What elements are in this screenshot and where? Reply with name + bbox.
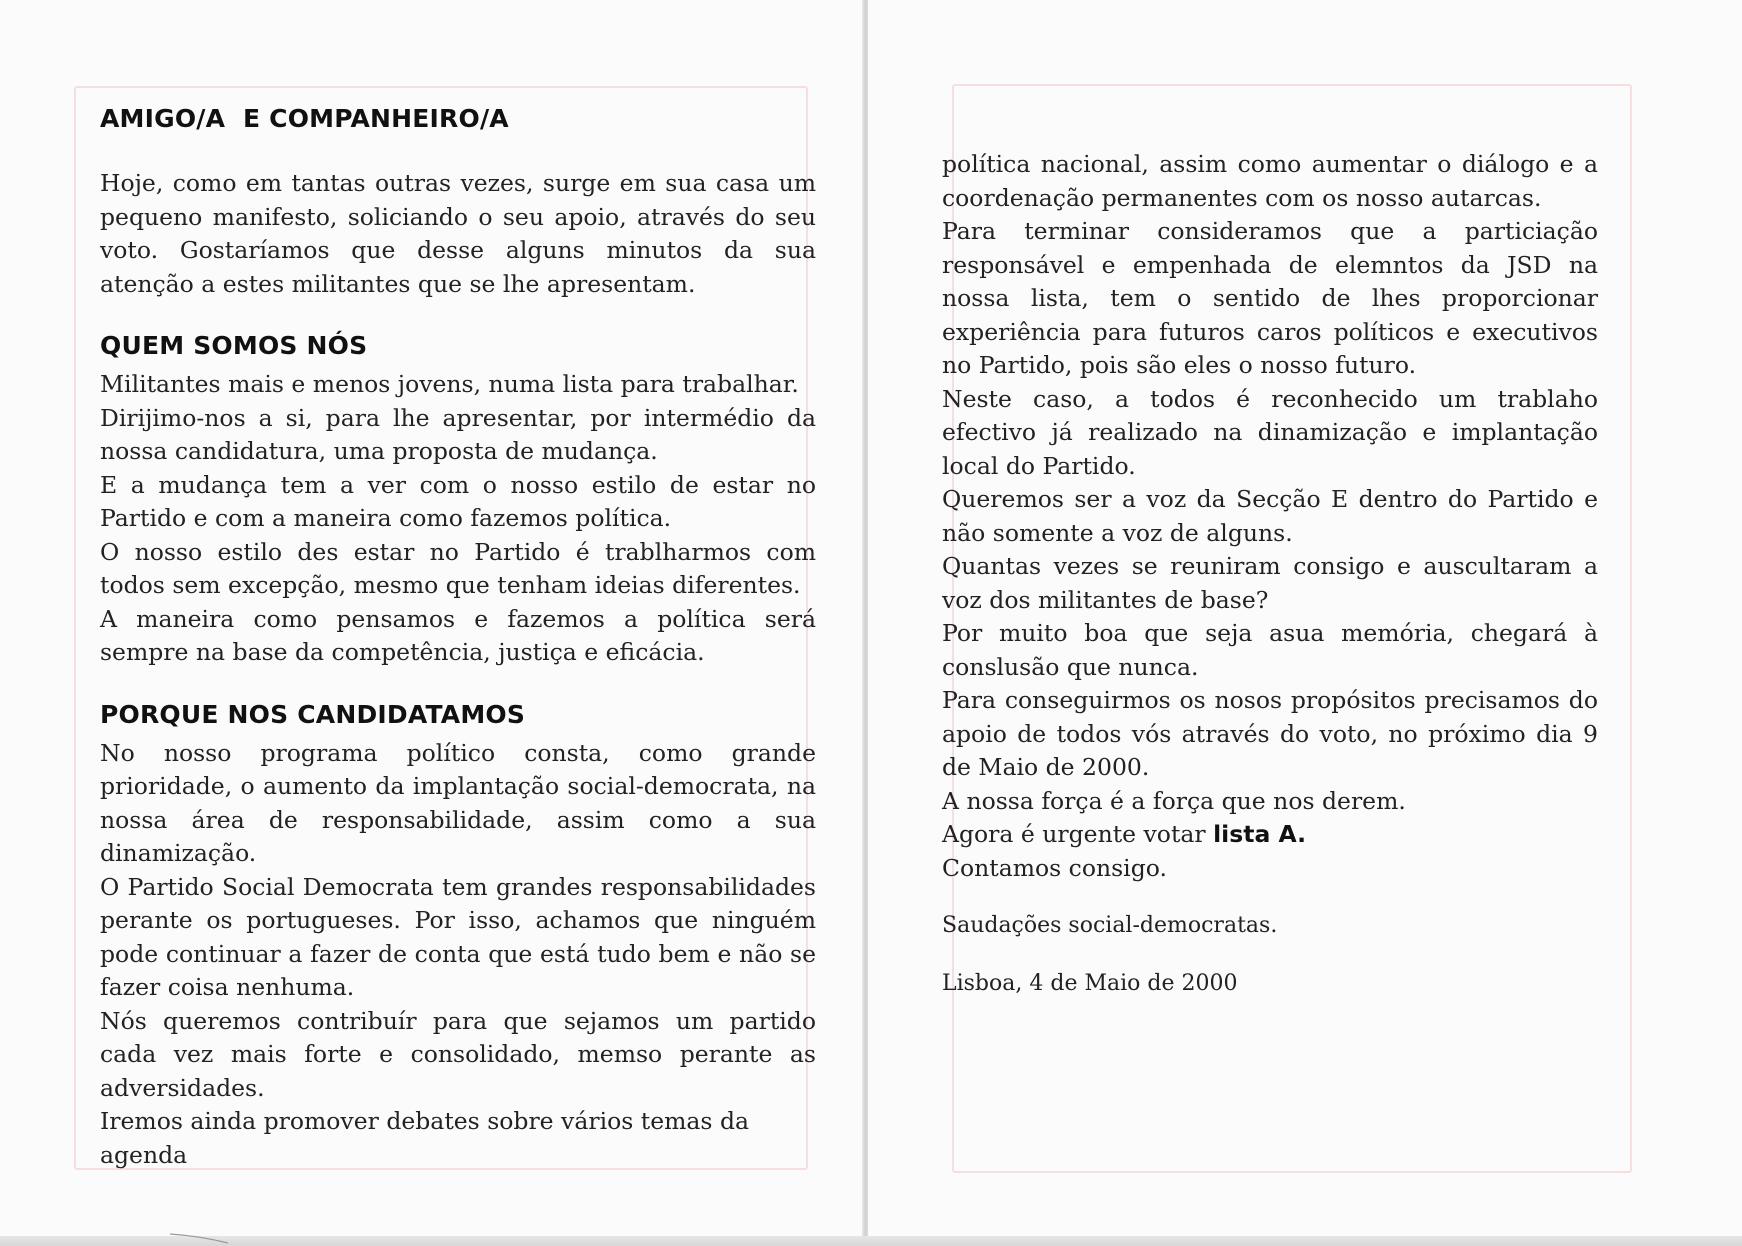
vote-prefix: Agora é urgente votar xyxy=(942,820,1214,848)
right-page-content xyxy=(942,148,1598,1000)
closing-line: Contamos consigo. xyxy=(942,853,1167,882)
left-page xyxy=(0,0,864,1246)
section-quem-somos xyxy=(100,368,816,670)
paragraph: Neste caso, a todos é reconhecido um trablaho efectivo já realizado na dinamização e implantação local do Partido. xyxy=(942,384,1598,480)
section-title-quem-somos: QUEM SOMOS NÓS xyxy=(100,331,368,360)
salutation: Saudações social-democratas. xyxy=(942,913,1278,938)
paragraph: A maneira como pensamos e fazemos a política será sempre na base da competência, justiça e eficácia. xyxy=(100,604,816,666)
vote-list-name: lista A. xyxy=(1213,820,1307,848)
section-title-porque: PORQUE NOS CANDIDATAMOS xyxy=(100,699,526,729)
vote-call xyxy=(942,818,1598,852)
section-porque xyxy=(100,737,816,1173)
paragraph: Para conseguirmos os nosos propósitos precisamos do apoio de todos vós através do voto, no próximo dia 9 de Maio de 2000. xyxy=(942,686,1598,781)
paragraph: Queremos ser a voz da Secção E dentro do Partido e não somente a voz de alguns. xyxy=(942,485,1598,547)
greeting-heading: AMIGO/A E COMPANHEIRO/A xyxy=(100,104,509,133)
paragraph: E a mudança tem a ver com o nosso estilo de estar no Partido e com a maneira como fazemos política. xyxy=(100,470,816,532)
paragraph: O nosso estilo des estar no Partido é trablharmos com todos sem excepção, mesmo que tenham ideias diferentes. xyxy=(100,537,816,599)
paragraph: No nosso programa político consta, como grande prioridade, o aumento da implantação social-democrata, na nossa área de responsabilidade, assim como a sua dinamização. xyxy=(100,738,816,867)
paragraph: Quantas vezes se reuniram consigo e auscultaram a voz dos militantes de base? xyxy=(942,552,1598,614)
scan-bottom-edge xyxy=(0,1236,1742,1246)
paper-crease-mark xyxy=(170,1232,230,1244)
paragraph: A nossa força é a força que nos derem. xyxy=(942,786,1406,815)
paragraph: O Partido Social Democrata tem grandes responsabilidades perante os portugueses. Por isso, achamos que ninguém pode continuar a fazer de conta que está tudo bem e não se fazer coisa nenhuma. xyxy=(100,872,816,1001)
paragraph: política nacional, assim como aumentar o diálogo e a coordenação permanentes com os nosso autarcas. xyxy=(942,150,1598,212)
paragraph: Nós queremos contribuír para que sejamos um partido cada vez mais forte e consolidado, memso perante as adversidades. xyxy=(100,1006,816,1102)
paragraph: Iremos ainda promover debates sobre vários temas da agenda xyxy=(100,1107,750,1169)
place-date: Lisboa, 4 de Maio de 2000 xyxy=(942,970,1238,996)
intro-paragraph: Hoje, como em tantas outras vezes, surge em sua casa um pequeno manifesto, soliciando o seu apoio, através do seu voto. Gostaríamos que desse alguns minutos da sua atenção a estes militantes que se lhe apresentam. xyxy=(100,169,816,298)
paragraph: Por muito boa que seja asua memória, chegará à conslusão que nunca. xyxy=(942,619,1598,681)
paragraph: Para terminar consideramos que a particiação responsável e empenhada de elemntos da JSD na nossa lista, tem o sentido de lhes proporcionar experiência para futuros caros políticos e executivos no Partido, pois são eles o nosso futuro. xyxy=(942,217,1598,379)
paragraph: Militantes mais e menos jovens, numa lista para trabalhar. xyxy=(100,370,799,398)
paragraph: Dirijimo-nos a si, para lhe apresentar, por intermédio da nossa candidatura, uma proposta de mudança. xyxy=(100,403,816,465)
left-page-content xyxy=(100,104,816,1172)
